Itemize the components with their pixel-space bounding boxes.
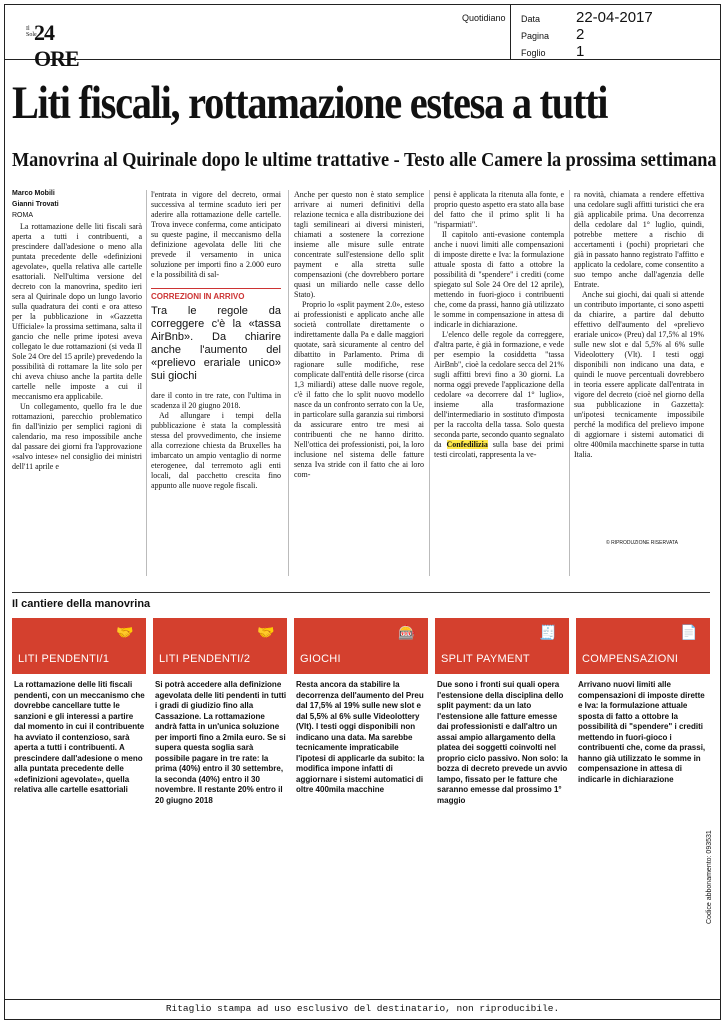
paragraph: Ad allungare i tempi della pubblicazione è stata la complessità stessa del provvedimento, che insieme alla correzione chiesta da Bruxelles ha imbarcato un ampio ventaglio di norme eterogenee, dal terremoto agli enti locali, dal pacchetto crescita fino appunto alle nuove regole fiscali. [151,411,281,490]
card-text: La rottamazione delle liti fiscali pendenti, con un meccanismo che dovrebbe cancellare tutte le sanzioni e gli interessi a partire dal momento in cui il contribuente ha avviato il contenzioso, sarà aperta a tutti i contribuenti. A prescindere dall'adesione o meno alla puntata precedente delle «definizioni agevolate», quella relativa alle cartelle esattoriali [14,680,145,794]
slot-machine-icon: 🎰 [398,626,416,641]
paragraph: pensi è applicata la ritenuta alla fonte, e proprio questo aspetto era stato alla base del fatto che il primo split li ha "risparmiati". [434,190,564,229]
footer-notice: Ritaglio stampa ad uso esclusivo del destinatario, non riproducibile. [4,1000,721,1020]
card-liti-pendenti-1 [12,618,146,674]
paragraph: La rottamazione delle liti fiscali sarà aperta a tutti i contribuenti, a prescindere dall'adesione o meno alla puntata precedente delle «definizioni agevolate», quella relativa alle cartelle esattoriali. Nell'ultima versione del decreto con la manovrina, spedito ieri sera al Quirinale dopo un lungo lavorio sulla quadratura dei conti e ora atteso per la pubblicazione in «Gazzetta Ufficiale» la prossima settimana, salta il gancio che nelle prime ipotesi aveva collegato le due rottamazioni (si veda Il Sole 24 Ore del 15 aprile) prevedendo la possibilità di rottamare la lite solo per chi aveva chiuso anche la partita delle cartelle nelle imposte a cui il meccanismo era applicabile. [12,222,142,401]
paragraph: ra novità, chiamata a rendere effettiva una cedolare sugli affitti turistici che era già applicabile prima. Una decorrenza della cedolare dal 1° luglio, quindi, potrebbe mettere a rischio di accertamenti i (pochi) proprietari che già in passato hanno registrato l'affitto e applicato la cedolare, come consentito a suo tempo anche dall'agenzia delle Entrate. [574,190,704,289]
paragraph: Anche per questo non è stato semplice arrivare ai numeri definitivi della relazione tecnica e alla distribuzione dei tagli semilineari ai diversi ministeri, chiamati a sostenere la correzione insieme alle misure sulle entrate concentrate sull'estensione dello split payment e alla stretta sulle compensazioni (che dovrebbero portare quasi un miliardo nelle casse dello Stato). [294,190,424,299]
dateline-location: ROMA [12,212,33,219]
card-label: COMPENSAZIONI [582,653,679,665]
card-label: GIOCHI [300,653,341,665]
article-headline: Liti fiscali, rottamazione estesa a tutti [12,77,608,129]
column-divider [146,190,147,576]
paragraph: dare il conto in tre rate, con l'ultima in scadenza il 20 giugno 2018. [151,391,281,410]
handshake-icon: 🤝 [116,626,134,641]
date-label: Data [521,14,541,24]
card-text: Resta ancora da stabilire la decorrenza dell'aumento del Preu dal 17,5% al 19% sulle new slot e dal 5,5% al 6% sulle Videolottery (Vlt). I testi oggi disponibili non indicano una data. Ma sarebbe tecnicamente impraticabile l'ipotesi di applicarle da subito: la modifica impone infatti di aggiornare i sistemi automatici di oltre 400mila macchine [296,680,425,794]
metadata-box [510,4,721,60]
sheet-value: 1 [576,43,585,60]
article-column-5 [574,190,704,540]
sheet-label: Foglio [521,48,546,58]
page-label: Pagina [521,31,550,41]
card-text: Si potrà accedere alla definizione agevolata delle liti pendenti in tutti i gradi di giudizio fino alla Cassazione. La rottamazione andrà fatta in un'unica soluzione per importi fino a 2mila euro. Se si supera questa soglia sarà possibile pagare in tre rate: la prima (40%) entro il 30 settembre, la seconda (40%) entro il 30 novembre. Il restante 20% entro il 20 giugno 2018 [155,680,287,805]
cash-register-icon: 🧾 [539,626,557,641]
paragraph-text: sulla base dei primi testi circolati, rappresenta la ve- [434,440,564,459]
card-label: LITI PENDENTI/2 [159,653,251,665]
paragraph: Un collegamento, quello fra le due rottamazioni, parecchio problematico fin dall'inizio per semplici ragioni di calendario, ma reso impossibile anche dal passare dei giorni fra l'approvazione «salvo intese» nel consiglio dei ministri dell'11 aprile e [12,402,142,471]
article-column-2 [151,190,281,575]
card-compensazioni [576,618,710,674]
article-column-1 [12,222,142,576]
paragraph: Anche sui giochi, dai quali si attende un contributo importante, ci sono aspetti da chiarire, a partire dal debutto effettivo dell'aumento del «prelievo erariale unico» (Preu) dal 17,5% al 19% sulle new slot e dal 5,5% al 6% sulle Videolottery (Vlt). I testi oggi disponibili non indicano una data, e quindi le nuove percentuali dovrebbero in teoria essere applicate dall'entrata in vigore del decreto (cioè nel giorno della sua pubblicazione in Gazzetta): un'ipotesi tecnicamente impossibile perché la modifica del prelievo impone di aggiornare i sistemi automatici di oltre 400mila macchinette sparse in tutta Italia. [574,290,704,459]
logo-small: Il Sole [26,26,37,38]
subscription-code: Codice abbonamento: 093531 [706,830,713,924]
copyright-notice: © RIPRODUZIONE RISERVATA [606,540,678,546]
paragraph: Proprio lo «split payment 2.0», esteso ai professionisti e applicato anche alle società controllate direttamente o indirettamente dalla Pa e dalle maggiori quotate, sarà sicuramente al centro del dibattito in Parlamento. Prima di ragionare sulle modifiche, rese complicate dall'entità delle risorse (circa 1,3 miliardi) attese dalle nuove regole, c'è il fatto che lo split nuovo modello nasce da un confronto serrato con la Ue, in particolare sulla garanzia sui rimborsi da assicurare entro tre mesi ai contribuenti che ne hanno diritto. Nell'ottica dei professionisti, poi, la loro inclusione nel sistema delle fatture senza Iva stride con il fatto che ai loro com- [294,300,424,479]
column-divider [569,190,570,576]
section-divider [12,592,710,593]
author-2: Gianni Trovati [12,201,59,208]
section-title: Il cantiere della manovrina [12,598,151,610]
card-split-payment [435,618,569,674]
page-value: 2 [576,26,585,43]
column-divider [429,190,430,576]
author-1: Marco Mobili [12,190,55,197]
card-giochi [294,618,428,674]
logo-big: 24 ORE [34,20,79,71]
paragraph: Il capitolo anti-evasione contempla anche i nuovi limiti alle compensazioni di imposte dirette e Iva: la formulazione attuale sposta di fatto a ottobre la possibilità di "spendere" i crediti (come spiegato sul Sole 24 Ore del 12 aprile), mettendo in fuori-gioco i contribuenti che, come da prassi, hanno già utilizzato le somme in compensazione in attesa di indicarle in dichiarazione. [434,230,564,329]
paragraph [434,330,564,460]
document-icon: 📄 [680,626,698,641]
handshake-icon: 🤝 [257,626,275,641]
card-liti-pendenti-2 [153,618,287,674]
card-text: Due sono i fronti sui quali opera l'estensione della disciplina dello split payment: da un lato l'estensione alle fatture emesse dai professionisti e dall'altro un assai ampio allargamento della platea dei soggetti coinvolti nel proprio ciclo passivo. Non solo: la bozza di decreto prevede un avvio lampo, fissato per le fatture che saranno emesse dal prossimo 1° maggio [437,680,568,805]
article-column-4 [434,190,564,576]
highlighted-term: Confedilizia [446,440,488,449]
card-label: SPLIT PAYMENT [441,653,530,665]
article-subheadline: Manovrina al Quirinale dopo le ultime trattative - Testo alle Camere la prossima settimana [12,149,717,171]
column-divider [288,190,289,576]
pull-quote-title: CORREZIONI IN ARRIVO [151,292,245,301]
date-value: 22-04-2017 [576,9,653,26]
publication-type: Quotidiano [462,13,506,23]
byline [12,188,59,221]
pull-quote-box [151,288,281,383]
paragraph: l'entrata in vigore del decreto, ormai successiva al termine scaduto ieri per aderire alla rottamazione delle cartelle. Trova invece conferma, come anticipato su queste pagine, il meccanismo della definizione agevolata delle liti che prevede il versamento in unica soluzione per importi fino a 2.000 euro e la possibilità di sal- [151,190,281,279]
card-label: LITI PENDENTI/1 [18,653,110,665]
paragraph-text: L'elenco delle regole da correggere, d'altra parte, è già in formazione, e vede per esempio la cosiddetta "tassa AirBnb", cioè la cedolare secca del 21% sugli affitti brevi fino a 30 giorni. La norma oggi prevede l'applicazione della cedolare «a decorrere dal 1° luglio», insieme alla trasformazione dell'intermediario in sostituto d'imposta per la raccolta della tassa. Solo questa seconda parte, secondo quanto segnalato da [434,330,564,449]
article-column-3 [294,190,424,576]
pull-quote-body: Tra le regole da correggere c'è la «tassa AirBnb». Da chiarire anche l'aumento del «prelievo erariale unico» sui giochi [151,305,281,382]
card-text: Arrivano nuovi limiti alle compensazioni di imposte dirette e Iva: la formulazione attuale sposta di fatto a ottobre la possibilità di "spendere" i crediti mettendo in fuori-gioco i contribuenti che, come da prassi, hanno già utilizzato le somme in compensazione in attesa di indicarle in dichiarazione [578,680,706,784]
